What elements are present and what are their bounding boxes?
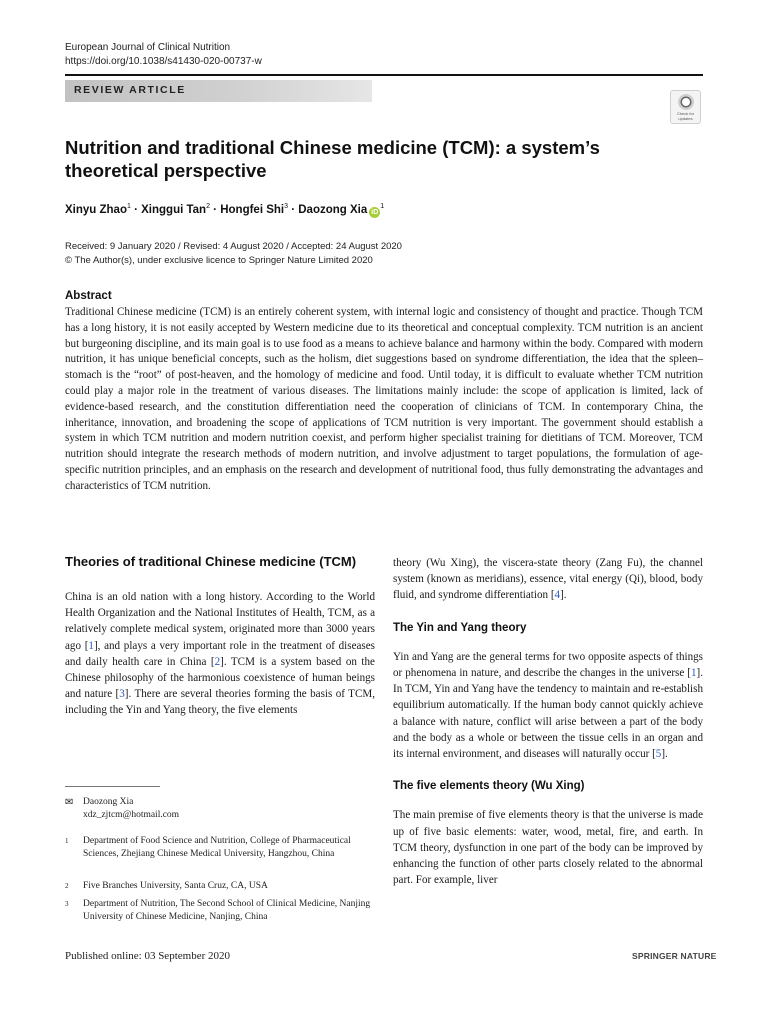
author-separator: · [130, 203, 142, 216]
paragraph-yin-yang: Yin and Yang are the general terms for two opposite aspects of things or phenomena in nature, and describe the changes in the universe [1]. In TCM, Yin and Yang have the tendency to maintain and re-establish equilibrium automatically. If the human body cannot quickly achieve a balance with nature, conflict will arise between a part of the body and the body as a whole or between the tissue cells in an organ and its internal environment, and diseases will naturally occur [5]. [393, 650, 703, 761]
author-affiliation-marker: 1 [380, 203, 385, 210]
left-column [65, 553, 375, 719]
subsection-heading-five-elements: The five elements theory (Wu Xing) [393, 780, 585, 793]
author-name[interactable]: Xinyu Zhao [65, 203, 127, 216]
orcid-icon[interactable]: iD [371, 208, 379, 216]
check-updates-badge[interactable] [670, 90, 701, 124]
author-name[interactable]: Xinggui Tan [141, 203, 207, 216]
footnote-rule [65, 786, 160, 787]
affiliation-2 [65, 880, 373, 893]
journal-name: European Journal of Clinical Nutrition [65, 42, 231, 53]
paragraph-intro: China is an old nation with a long history. According to the World Health Organization and the National Institutes of Health, TCM, as a relatively complete medical system, originated more than 3000 years ago [1], and plays a very important role in the treatment of diseases and daily health care in China [2]. TCM is a system based on the Chinese philosophy of the harmonious coexistence of human beings and nature [3]. There are several theories forming the basis of TCM, including the Yin and Yang theory, the five elements [65, 591, 375, 717]
subsection-heading-yin-yang: The Yin and Yang theory [393, 621, 527, 634]
citation-link[interactable]: 4 [554, 589, 561, 602]
article-dates [65, 240, 402, 268]
section-band [65, 80, 372, 102]
affiliation-number: 2 [65, 882, 69, 890]
citation-link[interactable]: 2 [214, 655, 221, 668]
author-separator: · [288, 203, 299, 216]
citation-link[interactable]: 5 [655, 748, 662, 761]
author-affiliation-marker: 1 [126, 203, 131, 210]
history-dates: Received: 9 January 2020 / Revised: 4 August 2020 / Accepted: 24 August 2020 [65, 241, 402, 252]
check-updates-icon [678, 94, 694, 110]
article-title: Nutrition and traditional Chinese medicine (TCM): a system’s theoretical perspective [65, 137, 600, 181]
affiliation-1 [65, 835, 373, 861]
author-name[interactable]: Daozong Xia [298, 203, 368, 216]
abstract-heading: Abstract [65, 290, 112, 302]
citation-link[interactable]: 1 [88, 639, 94, 652]
affiliation-number: 1 [65, 837, 69, 845]
author-name[interactable]: Hongfei Shi [220, 203, 285, 216]
right-column [393, 555, 703, 888]
author-separator: · [209, 203, 221, 216]
check-updates-label: Check for updates [676, 111, 695, 121]
published-date: Published online: 03 September 2020 [65, 950, 230, 962]
contact-email[interactable]: xdz_zjtcm@hotmail.com [83, 810, 180, 820]
abstract-text: Traditional Chinese medicine (TCM) is an entirely coherent system, with internal logic and consistency of thought and practice. Though TCM has a long history, it is not easily accepted by Western medicine due to its theoretical and conceptual complexity. TCM nutrition is an ancient but burgeoning discipline, and its main goal is to use food as a means to achieve balance and harmony within the body. Compared with modern nutrition, it has unique beneficial concepts, such as the holism, diet suggestions based on syndrome differentiation, the idea that the spleen–stomach is the “root” of post-heaven, and the homology of medicine and food. Until today, it is difficult to evaluate whether TCM nutrition could play a major role in the treatment of various diseases. The limitations mainly include: the scope of application is limited, lack of evidence-based research, and the constitution differentiation need the cooperation of clinicians of TCM. In contemporary China, the inheritance, innovation, and broadening the scope of applications of TCM nutrition is very important. The government should establish a system in which TCM nutrition and modern nutrition coexist, and perform higher specialist training for dietitians of TCM. Moreover, TCM nutrition should integrate the research methods of modern nutrition, and involve adjustment to target populations, the formulation of age-specific nutrition principles, and an emphasis on the research and development of nutritional food, thus fully demonstrating the advantages and characteristics of TCM nutrition. [65, 306, 703, 492]
affiliation-text: Five Branches University, Santa Cruz, CA, USA [83, 881, 268, 891]
section-label: REVIEW ARTICLE [74, 84, 186, 96]
contact-name: Daozong Xia [83, 797, 134, 807]
header-rule [65, 74, 703, 76]
section-heading-theories: Theories of traditional Chinese medicine (TCM) [65, 554, 357, 569]
author-affiliation-marker: 2 [206, 203, 210, 210]
paragraph-five-elements: The main premise of five elements theory is that the universe is made up of five basic elements: water, wood, metal, fire, and earth. In TCM theory, dysfunction in one part of the body can be improved by enhancing the function of other parts closely related to the abnormal part. For example, liver [393, 809, 703, 887]
paragraph-theories-cont: theory (Wu Xing), the viscera-state theory (Zang Fu), the channel system (known as meridians), essence, vital energy (Qi), blood, body fluid, and syndrome differentiation [4]. [393, 557, 703, 602]
author-list [65, 203, 384, 218]
affiliation-text: Department of Nutrition, The Second School of Clinical Medicine, Nanjing University of Chinese Medicine, Nanjing, China [83, 899, 371, 922]
author-affiliation-marker: 3 [284, 203, 289, 210]
doi-link[interactable]: https://doi.org/10.1038/s41430-020-00737-w [65, 56, 262, 67]
corresponding-author [65, 796, 373, 822]
journal-header [65, 41, 262, 69]
citation-link[interactable]: 3 [119, 688, 125, 701]
publisher-logo: SPRINGER NATURE [632, 951, 717, 961]
citation-link[interactable]: 1 [690, 667, 697, 680]
envelope-icon: ✉ [65, 797, 74, 808]
copyright-notice: © The Author(s), under exclusive licence to Springer Nature Limited 2020 [65, 255, 373, 266]
affiliation-3 [65, 898, 373, 924]
affiliation-text: Department of Food Science and Nutrition, College of Pharmaceutical Sciences, Zhejiang Chinese Medical University, Hangzhou, China [83, 836, 351, 859]
affiliation-number: 3 [65, 900, 69, 908]
